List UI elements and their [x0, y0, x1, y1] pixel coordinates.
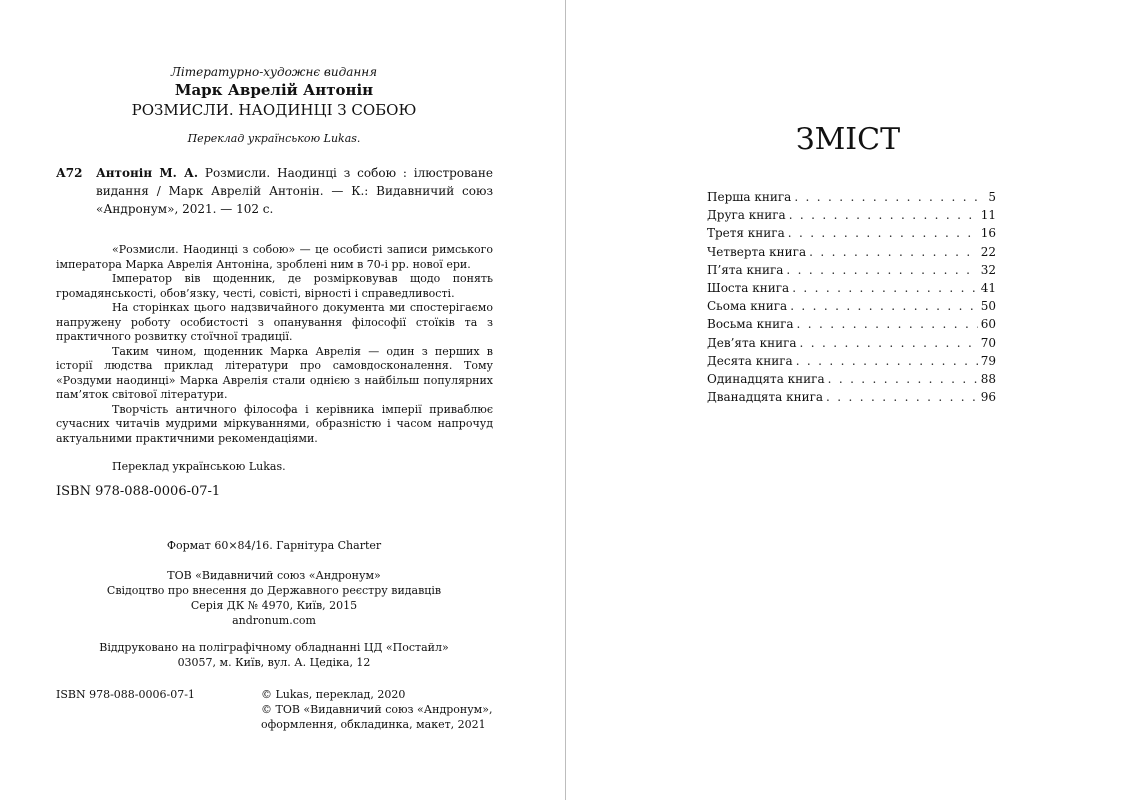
toc-page-number: 32	[980, 262, 996, 277]
toc-item-label: Дев’ята книга	[707, 335, 797, 350]
toc-item-label: Восьма книга	[707, 317, 794, 332]
catalog-code: А72	[56, 166, 83, 180]
copyright-block	[261, 687, 501, 732]
contents-page	[566, 0, 1130, 800]
toc-item-label: Десята книга	[707, 353, 793, 368]
bottom-isbn: ISBN 978-088-0006-07-1	[56, 688, 195, 701]
printer-block	[56, 640, 492, 670]
toc-page-number: 79	[980, 353, 996, 368]
toc-item[interactable]	[707, 297, 996, 315]
abstract-translation-credit: Переклад українською Lukas.	[112, 460, 286, 473]
publisher-website: andronum.com	[232, 614, 316, 627]
toc-page-number: 16	[980, 226, 996, 241]
toc-leader-dots	[828, 370, 978, 388]
toc-leader-dots	[826, 388, 978, 406]
book-abstract	[56, 243, 493, 475]
toc-item-label: П’ята книга	[707, 262, 784, 277]
toc-item[interactable]	[707, 334, 996, 352]
toc-leader-dots	[809, 243, 978, 261]
toc-page-number: 22	[980, 244, 996, 259]
toc-item[interactable]	[707, 279, 996, 297]
format-line: Формат 60×84/16. Гарнітура Charter	[166, 539, 382, 552]
toc-leader-dots	[796, 352, 978, 370]
publisher-line: ТОВ «Видавничий союз «Андронум»	[167, 569, 381, 582]
toc-page-number: 50	[980, 299, 996, 314]
isbn: ISBN 978-088-0006-07-1	[56, 484, 221, 499]
toc-item[interactable]	[707, 370, 996, 388]
toc-item-label: Перша книга	[707, 190, 792, 204]
abstract-paragraph: На сторінках цього надзвичайного документа ми спостерігаємо напружену роботу особистості з опанування філософії стоїків та з практичного розвитку стоїчної традиції.	[56, 301, 493, 343]
translation-credit: Переклад українською Lukas.	[187, 132, 361, 145]
toc-item-label: Дванадцята книга	[707, 390, 824, 405]
author-name: Марк Аврелій Антонін	[174, 81, 374, 99]
publisher-line: Свідоцтво про внесення до Державного реєстру видавців	[106, 584, 442, 597]
toc-item[interactable]	[707, 206, 996, 224]
toc-leader-dots	[794, 188, 980, 206]
toc-page-number: 41	[980, 280, 996, 295]
toc-list	[707, 188, 996, 406]
abstract-spacer	[56, 446, 493, 460]
toc-leader-dots	[789, 206, 978, 224]
toc-item-label: Четверта книга	[707, 244, 807, 259]
toc-item[interactable]	[707, 243, 996, 261]
toc-leader-dots	[790, 297, 978, 315]
toc-item[interactable]	[707, 388, 996, 406]
publisher-line: Серія ДК № 4970, Київ, 2015	[190, 599, 358, 612]
toc-item[interactable]	[707, 315, 996, 333]
abstract-paragraph: «Розмисли. Наодинці з собою» — це особисті записи римського імператора Марка Аврелія Антоніна, зроблені ним в 70-і рр. нової ери.	[56, 243, 493, 271]
toc-item-label: Сьома книга	[707, 299, 788, 314]
abstract-paragraph: Творчість античного філософа і керівника імперії приваблює сучасних читачів мудрими міркуваннями, образністю і часом напрочуд актуальними практичними рекомендаціями.	[56, 402, 493, 445]
copyright-line: © Lukas, переклад, 2020	[261, 688, 406, 701]
book-title: РОЗМИСЛИ. НАОДИНЦІ З СОБОЮ	[131, 101, 417, 119]
abstract-paragraph: Таким чином, щоденник Марка Аврелія — один з перших в історії людства приклад літератури про самовдосконалення. Тому «Роздуми наодинці» Марка Аврелія стали однією з найбільш популярних пам’яток світової літератури.	[56, 344, 493, 401]
toc-leader-dots	[797, 315, 978, 333]
toc-item-label: Шоста книга	[707, 280, 790, 295]
toc-page-number: 60	[980, 317, 996, 332]
copyright-line: оформлення, обкладинка, макет, 2021	[261, 718, 486, 731]
catalog-text: Розмисли. Наодинці з собою : ілюстроване видання / Марк Аврелій Антонін. — К.: Видавничий союз «Андронум», 2021. — 102 с.	[96, 166, 493, 216]
edition-type: Літературно-художнє видання	[170, 65, 378, 79]
toc-item[interactable]	[707, 352, 996, 370]
toc-page-number: 11	[980, 208, 996, 223]
catalog-description	[96, 164, 493, 218]
catalog-entry	[56, 164, 493, 218]
toc-leader-dots	[792, 279, 978, 297]
toc-item[interactable]	[707, 224, 996, 242]
printer-line: Віддруковано на поліграфічному обладнанні ЦД «Постайл»	[99, 641, 449, 654]
toc-leader-dots	[788, 224, 978, 242]
abstract-paragraph: Імператор вів щоденник, де розмірковував щодо понять громадянськості, обов’язку, честі, совісті, вірності і справедливості.	[56, 272, 493, 300]
toc-item[interactable]	[707, 261, 996, 279]
toc-page-number: 5	[988, 190, 996, 204]
toc-page-number: 88	[980, 371, 996, 386]
catalog-author: Антонін М. А.	[96, 166, 199, 180]
toc-item[interactable]	[707, 188, 996, 206]
copyright-line: © ТОВ «Видавничий союз «Андронум»,	[261, 703, 493, 716]
toc-heading: ЗМІСТ	[795, 122, 901, 157]
toc-item-label: Одинадцята книга	[707, 371, 825, 386]
toc-page-number: 70	[980, 335, 996, 350]
toc-item-label: Третя книга	[707, 226, 785, 241]
publisher-block	[56, 568, 492, 628]
toc-page-number: 96	[980, 390, 996, 405]
toc-leader-dots	[800, 334, 978, 352]
toc-leader-dots	[786, 261, 977, 279]
toc-item-label: Друга книга	[707, 208, 786, 223]
printer-address: 03057, м. Київ, вул. А. Цедіка, 12	[177, 656, 371, 669]
